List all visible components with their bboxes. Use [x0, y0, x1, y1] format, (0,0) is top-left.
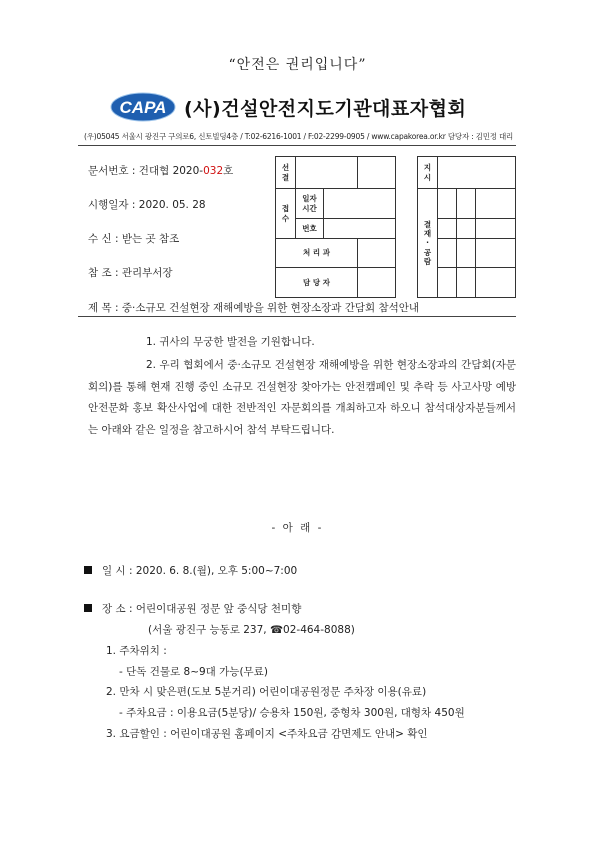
box-department: 처 리 과 — [276, 239, 358, 268]
box-person-in-charge: 담 당 자 — [276, 268, 358, 298]
reference: 참 조 : 관리부서장 — [88, 267, 173, 279]
notice-heading: - 아 래 - — [271, 522, 324, 534]
box-number: 번호 — [296, 219, 324, 239]
paragraph-1: 1. 귀사의 무궁한 발전을 기원합니다. — [146, 336, 315, 348]
square-bullet-icon — [84, 604, 92, 612]
square-bullet-icon — [84, 566, 92, 574]
contact-line: (우)05045 서울시 광진구 구의로6, 신토빌딩4층 / T:02-6216-1001 / F:02-2299-0905 / www.capakorea.or.kr 담당자 : 김민정 대리 — [84, 132, 514, 141]
issue-date: 시행일자 : 2020. 05. 28 — [88, 199, 206, 211]
schedule-date: 일 시 : 2020. 6. 8.(월), 오후 5:00~7:00 — [84, 563, 297, 578]
paragraph-2: 2. 우리 협회에서 중·소규모 건설현장 재해예방을 위한 현장소장과의 간담회(자문회의)를 통해 현재 진행 중인 소규모 건설현장 찾아가는 안전캠페인 및 추락 등 사고사망 예방 안전문화 홍보 확산사업에 대한 전반적인 자문회의를 개최하고자 하오니 참석대상자분들께서는 아래와 같은 일정을 참고하시어 참석 부탁드립니다. — [88, 359, 516, 436]
box-date-time: 일자 시간 — [296, 189, 324, 219]
parking-discount: 3. 요금할인 : 어린이대공원 홈페이지 <주차요금 감면제도 안내> 확인 — [106, 728, 428, 740]
approval-box — [275, 156, 516, 298]
header-divider — [78, 145, 516, 146]
slogan: “안전은 권리입니다” — [228, 57, 367, 73]
svg-text:CAPA: CAPA — [119, 98, 167, 117]
document-number-red: 032 — [203, 165, 224, 177]
parking-title: 1. 주차위치 : — [106, 645, 167, 657]
subject-divider — [78, 316, 516, 317]
subject: 제 목 : 중·소규모 건설현장 재해예방을 위한 현장소장과 간담회 참석안내 — [88, 302, 420, 314]
parking-detail: - 단독 건물로 8~9대 가능(무료) — [119, 666, 268, 678]
schedule-place: 장 소 : 어린이대공원 정문 앞 중식당 천미향 — [84, 601, 301, 616]
organization-name: (사)건설안전지도기관대표자협회 — [184, 98, 467, 120]
box-seon-gyeol: 선 결 — [276, 157, 296, 189]
box-approval-label: 결 재 · 공 람 — [418, 189, 438, 298]
alt-parking-title: 2. 만차 시 맞은편(도보 5분거리) 어린이대공원정문 주차장 이용(유료) — [106, 686, 427, 698]
box-jeopsu: 접 수 — [276, 189, 296, 239]
document-number: 문서번호 : 건대협 2020-032호 — [88, 165, 234, 177]
recipient: 수 신 : 받는 곳 참조 — [88, 233, 180, 245]
place-address: (서울 광진구 능동로 237, ☎02-464-8088) — [148, 624, 355, 636]
box-jisi: 지 시 — [418, 157, 438, 189]
capa-logo — [110, 92, 176, 122]
alt-parking-detail: - 주차요금 : 이용요금(5분당)/ 승용차 150원, 중형차 300원, 대형차 450원 — [119, 707, 465, 719]
